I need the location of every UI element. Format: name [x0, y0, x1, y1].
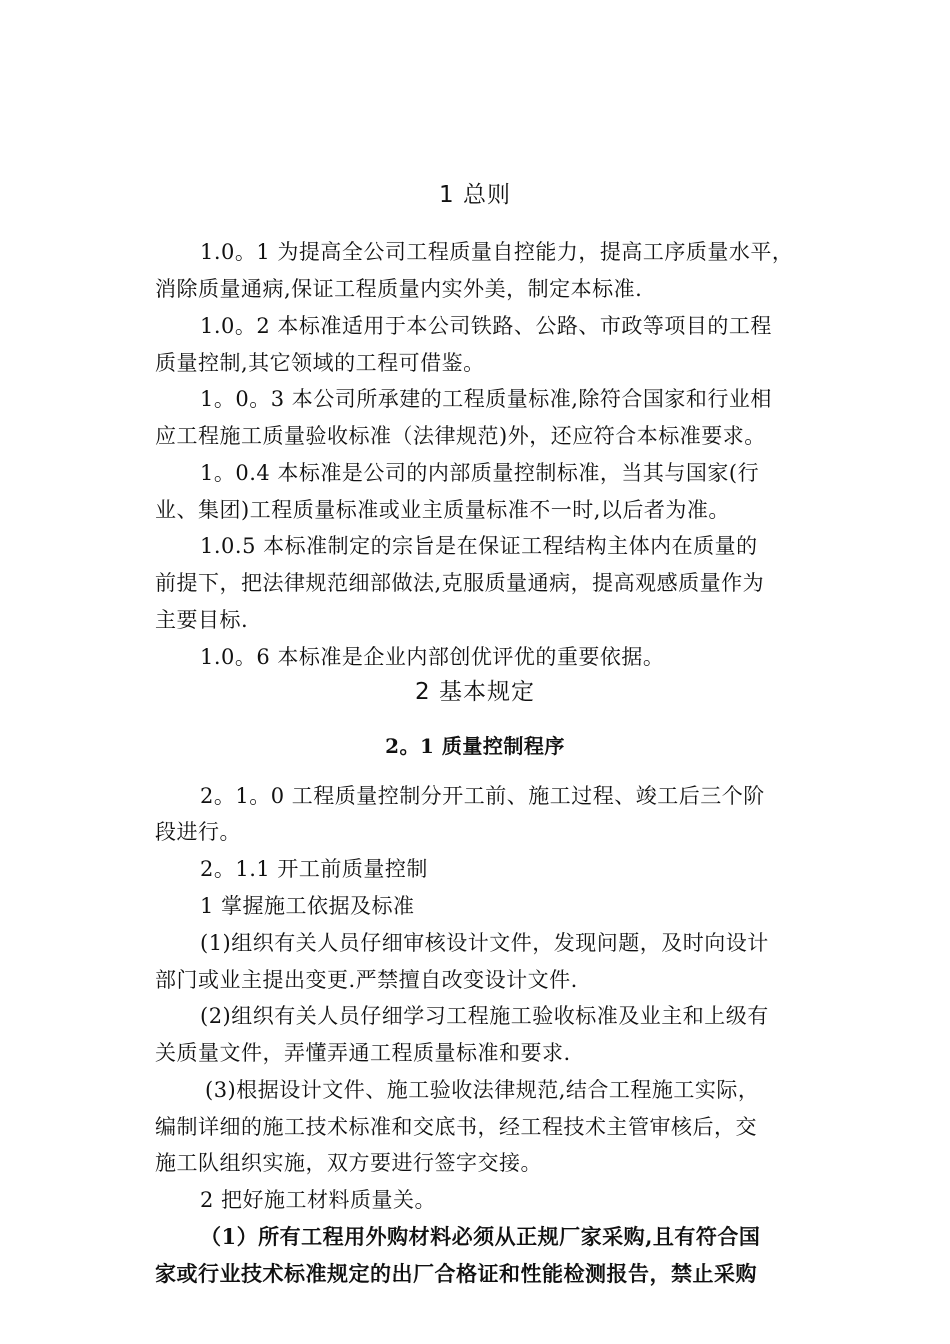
paragraph-line: 编制详细的施工技术标准和交底书，经工程技术主管审核后，交 — [155, 1115, 757, 1139]
paragraph-line: 主要目标. — [155, 608, 249, 632]
paragraph-line: (3)根据设计文件、施工验收法律规范,结合工程施工实际， — [205, 1078, 760, 1102]
paragraph-line: 2 把好施工材料质量关。 — [200, 1188, 437, 1212]
section-2-1-subheading: 2。1 质量控制程序 — [385, 734, 565, 758]
paragraph-line: 部门或业主提出变更.严禁擅自改变设计文件. — [155, 968, 578, 992]
paragraph-line: 2。1。0 工程质量控制分开工前、施工过程、竣工后三个阶 — [200, 784, 765, 808]
paragraph-line: 1。0。3 本公司所承建的工程质量标准,除符合国家和行业相 — [200, 387, 772, 411]
paragraph-line: 段进行。 — [155, 820, 241, 844]
paragraph-line: 1 掌握施工依据及标准 — [200, 894, 415, 918]
paragraph-line: 应工程施工质量验收标准（法律规范)外，还应符合本标准要求。 — [155, 424, 766, 448]
paragraph-line: 关质量文件，弄懂弄通工程质量标准和要求. — [155, 1041, 571, 1065]
paragraph-line: (2)组织有关人员仔细学习工程施工验收标准及业主和上级有 — [200, 1004, 769, 1028]
paragraph-line: 消除质量通病,保证工程质量内实外美，制定本标准. — [155, 277, 643, 301]
paragraph-line: 质量控制,其它领域的工程可借鉴。 — [155, 351, 485, 375]
paragraph-line: 1.0。1 为提高全公司工程质量自控能力，提高工序质量水平， — [200, 240, 794, 264]
paragraph-line: 1。0.4 本标准是公司的内部质量控制标准，当其与国家(行 — [200, 461, 760, 485]
paragraph-line: (1)组织有关人员仔细审核设计文件，发现问题，及时向设计 — [200, 931, 769, 955]
paragraph-line-bold: 家或行业技术标准规定的出厂合格证和性能检测报告，禁止采购 — [155, 1261, 757, 1286]
paragraph-line: 施工队组织实施，双方要进行签字交接。 — [155, 1151, 542, 1175]
section-2-heading: 2 基本规定 — [415, 679, 535, 705]
paragraph-line: 1.0.5 本标准制定的宗旨是在保证工程结构主体内在质量的 — [200, 534, 758, 558]
paragraph-line: 1.0。2 本标准适用于本公司铁路、公路、市政等项目的工程 — [200, 314, 772, 338]
paragraph-line: 1.0。6 本标准是企业内部创优评优的重要依据。 — [200, 645, 665, 669]
section-1-heading: 1 总则 — [439, 182, 511, 208]
paragraph-line: 业、集团)工程质量标准或业主质量标准不一时,以后者为准。 — [155, 498, 730, 522]
paragraph-line-bold: （1）所有工程用外购材料必须从正规厂家采购,且有符合国 — [200, 1224, 761, 1249]
paragraph-line: 前提下，把法律规范细部做法,克服质量通病，提高观感质量作为 — [155, 571, 765, 595]
paragraph-line: 2。1.1 开工前质量控制 — [200, 857, 428, 881]
